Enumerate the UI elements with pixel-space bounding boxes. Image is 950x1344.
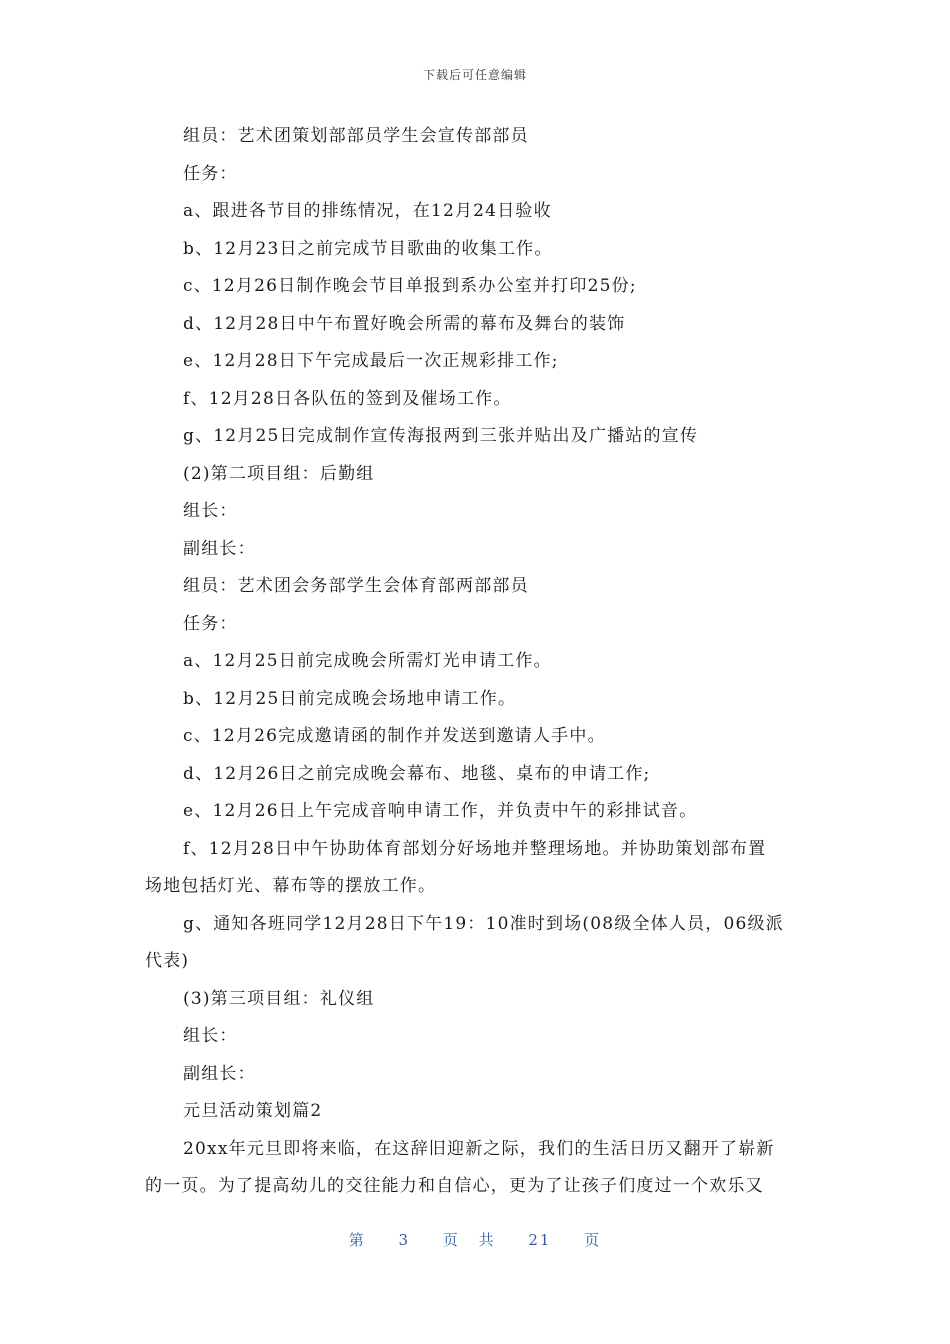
- paragraph-line: 代表): [145, 951, 190, 971]
- paragraph-line: a、12月25日前完成晚会所需灯光申请工作。: [183, 651, 552, 671]
- paragraph-line: 组员：艺术团策划部部员学生会宣传部部员: [183, 126, 529, 146]
- paragraph-line: 组长：: [183, 501, 238, 521]
- page-total: 21: [528, 1231, 552, 1249]
- paragraph-line: b、12月23日之前完成节目歌曲的收集工作。: [183, 238, 553, 259]
- paragraph-line: f、12月28日中午协助体育部划分好场地并整理场地。并协助策划部布置: [183, 838, 767, 859]
- footer-suffix: 页: [584, 1231, 602, 1249]
- section-heading: (3)第三项目组：礼仪组: [183, 988, 375, 1009]
- footer-middle: 页 共: [442, 1231, 496, 1249]
- paragraph-line: g、12月25日完成制作宣传海报两到三张并贴出及广播站的宣传: [183, 426, 699, 446]
- paragraph-line: c、12月26日制作晚会节目单报到系办公室并打印25份;: [183, 276, 637, 296]
- article-title: 元旦活动策划篇2: [183, 1101, 323, 1121]
- page-footer: [0, 1229, 950, 1250]
- paragraph-line: d、12月26日之前完成晚会幕布、地毯、桌布的申请工作;: [183, 763, 651, 784]
- paragraph-line: 任务：: [183, 613, 238, 634]
- paragraph-line: 任务：: [183, 163, 238, 184]
- page-number: 3: [398, 1231, 411, 1249]
- paragraph-line: 场地包括灯光、幕布等的摆放工作。: [145, 876, 437, 896]
- page-header: 下载后可任意编辑: [422, 68, 527, 82]
- paragraph-line: c、12月26完成邀请函的制作并发送到邀请人手中。: [183, 726, 606, 746]
- paragraph-line: e、12月28日下午完成最后一次正规彩排工作;: [183, 351, 559, 371]
- paragraph-line: 副组长：: [183, 538, 256, 559]
- document-body: [145, 118, 810, 1206]
- paragraph-line: 组员：艺术团会务部学生会体育部两部部员: [183, 576, 529, 596]
- paragraph-line: 副组长：: [183, 1063, 256, 1084]
- paragraph-line: 的一页。为了提高幼儿的交往能力和自信心，更为了让孩子们度过一个欢乐又: [145, 1176, 764, 1196]
- footer-prefix: 第: [348, 1231, 366, 1249]
- paragraph-line: 20xx年元旦即将来临，在这辞旧迎新之际，我们的生活日历又翻开了崭新: [183, 1138, 775, 1159]
- paragraph-line: a、跟进各节目的排练情况，在12月24日验收: [183, 201, 552, 221]
- paragraph-line: g、通知各班同学12月28日下午19：10准时到场(08级全体人员，06级派: [183, 913, 784, 934]
- paragraph-line: f、12月28日各队伍的签到及催场工作。: [183, 388, 512, 409]
- paragraph-line: b、12月25日前完成晚会场地申请工作。: [183, 688, 517, 709]
- section-heading: (2)第二项目组：后勤组: [183, 463, 375, 484]
- paragraph-line: d、12月28日中午布置好晚会所需的幕布及舞台的装饰: [183, 313, 626, 334]
- paragraph-line: 组长：: [183, 1026, 238, 1046]
- paragraph-line: e、12月26日上午完成音响申请工作，并负责中午的彩排试音。: [183, 801, 698, 821]
